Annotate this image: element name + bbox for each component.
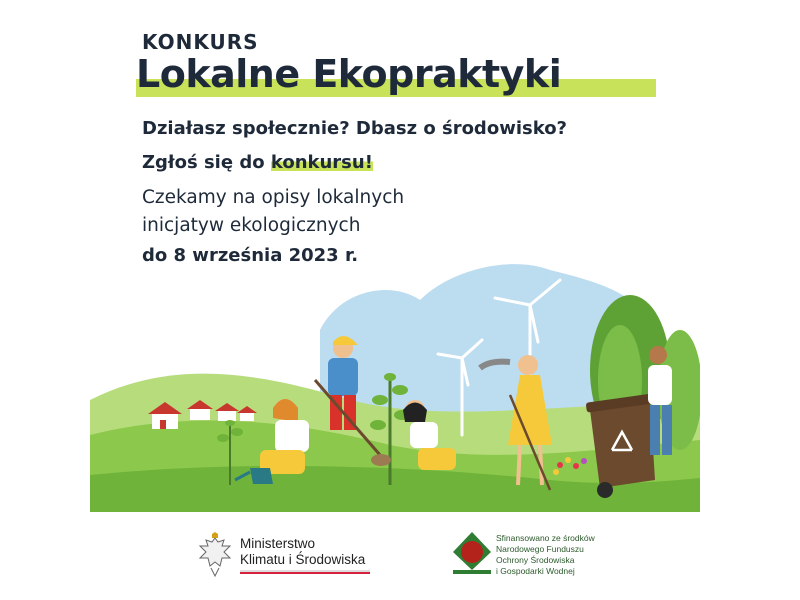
ministry-line-1: Ministerstwo [240, 536, 316, 551]
fund-line-3: Ochrony Środowiska [496, 555, 575, 565]
flag-stripe-red [240, 572, 370, 574]
text-line-2 [142, 152, 373, 173]
fund-line-1: Sfinansowano ze środków [496, 533, 595, 543]
deadline-line: do 8 września 2023 r. [142, 245, 359, 266]
fund-line-2: Narodowego Funduszu [496, 544, 584, 554]
ministry-line-2: Klimatu i Środowiska [240, 552, 366, 567]
text-line-2-prefix: Zgłoś się do [142, 152, 271, 173]
title-block [136, 52, 561, 96]
fund-line-4: i Gospodarki Wodnej [496, 566, 575, 576]
page-title: Lokalne Ekopraktyki [136, 52, 562, 96]
text-line-1: Działasz społecznie? Dbasz o środowisko? [142, 118, 567, 139]
text-line-2-highlight: konkursu! [270, 152, 373, 173]
contest-kicker: KONKURS [142, 30, 259, 54]
eagle-emblem-icon [194, 532, 236, 580]
text-line-3: Czekamy na opisy lokalnych [142, 187, 405, 208]
eco-illustration [90, 250, 700, 512]
text-line-4: inicjatyw ekologicznych [142, 215, 361, 236]
fund-attribution [496, 533, 595, 577]
ministry-name [240, 536, 365, 568]
nfosigw-logo-icon [451, 530, 493, 576]
